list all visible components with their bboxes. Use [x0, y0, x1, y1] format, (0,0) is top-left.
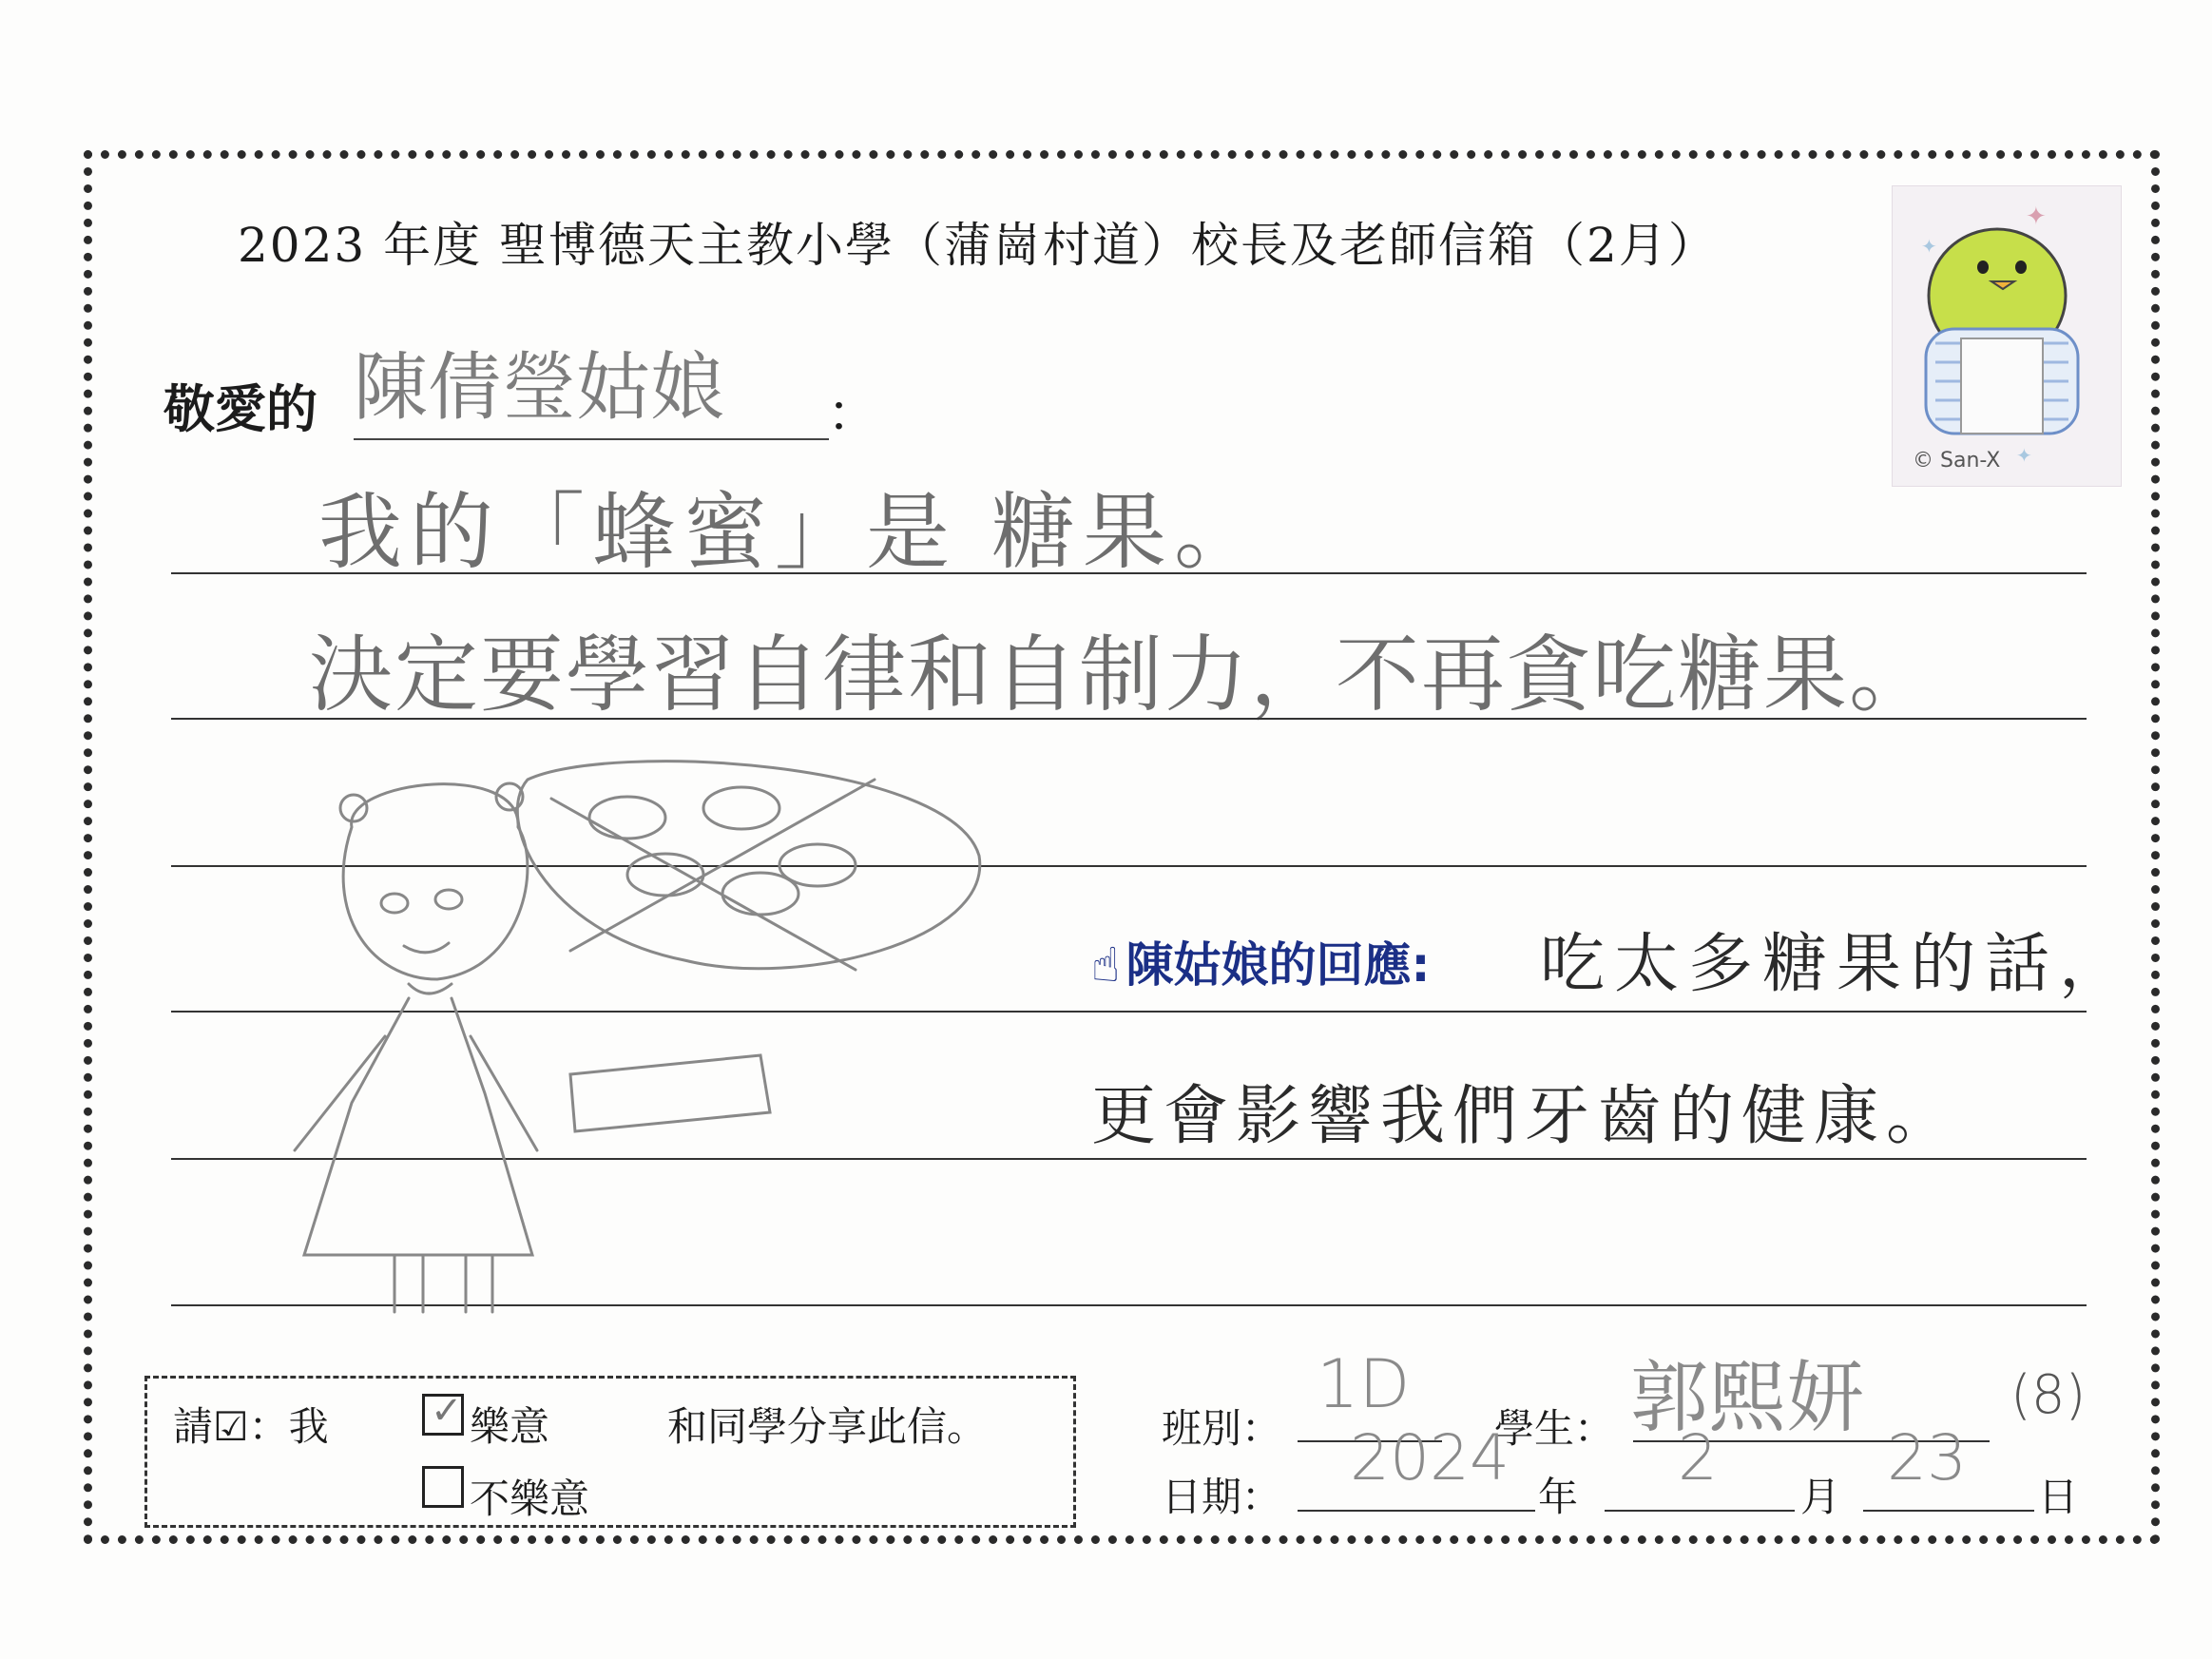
year-unit: 年: [1538, 1474, 1579, 1520]
letter-line-2: 決定要學習自律和自制力，不再貪吃糖果。: [309, 626, 1935, 723]
reply-line-2: 更會影響我們牙齒的健康。: [1091, 1079, 1959, 1154]
crossed-out-lines: [551, 780, 875, 970]
month-underline: [1605, 1510, 1795, 1512]
student-number: (8): [2010, 1364, 2087, 1426]
svg-text:✦: ✦: [1921, 235, 1937, 258]
disagree-option-label: 不樂意: [470, 1476, 590, 1522]
letter-line-1: 我的「蜂蜜」是 糖果。: [318, 483, 1265, 581]
reply-label-text: 陳姑娘的回應:: [1125, 937, 1431, 993]
penguin-icon: [1893, 186, 2121, 486]
consent-prefix: 請☑：我: [173, 1403, 329, 1450]
girl-mouth: [404, 943, 449, 953]
month-value: 2: [1678, 1421, 1718, 1495]
class-label: 班別：: [1162, 1405, 1282, 1452]
student-label: 學生：: [1494, 1405, 1615, 1452]
penguin-sticker: [1892, 185, 2122, 487]
candy-bubble: [517, 762, 979, 969]
student-name: 郭熙妍: [1630, 1353, 1865, 1443]
svg-text:✦: ✦: [2026, 203, 2047, 231]
writing-rule: [171, 572, 2087, 574]
candy-wrapper-drawing: [570, 1055, 770, 1131]
sticker-credit: © San-X: [1913, 449, 2001, 473]
girl-eye-left: [381, 894, 408, 913]
agree-option-label: 樂意: [470, 1403, 550, 1450]
month-unit: 月: [1800, 1474, 1841, 1520]
girl-dress: [304, 998, 532, 1255]
svg-text:✦: ✦: [2016, 444, 2032, 467]
writing-rule: [171, 718, 2087, 720]
day-value: 23: [1887, 1421, 1967, 1495]
salutation: 敬愛的: [163, 379, 317, 439]
date-label: 日期：: [1162, 1474, 1282, 1520]
reply-label: [1091, 927, 1430, 995]
class-value: 1D: [1317, 1345, 1411, 1423]
agree-checkbox[interactable]: [422, 1389, 464, 1436]
salutation-colon: ：: [827, 383, 878, 443]
day-underline: [1863, 1510, 2034, 1512]
reply-line-1: 吃太多糖果的話，: [1540, 927, 2134, 1002]
checkmark-icon: ✓: [431, 1389, 463, 1433]
child-drawing: [285, 723, 1017, 1350]
year-underline: [1298, 1510, 1535, 1512]
consent-suffix: 和同學分享此信。: [667, 1403, 988, 1450]
page-title: 2023 年度 聖博德天主教小學（蒲崗村道）校長及老師信箱（2月）: [238, 218, 1718, 273]
disagree-checkbox[interactable]: [422, 1466, 464, 1508]
day-unit: 日: [2038, 1474, 2079, 1520]
year-value: 2024: [1350, 1421, 1510, 1495]
pointing-hand-icon: ☝: [1091, 937, 1121, 993]
girl-eye-right: [435, 890, 462, 909]
girl-legs: [394, 1255, 492, 1312]
girl-collar: [409, 984, 452, 993]
recipient-name: 陳倩瑩姑娘: [354, 328, 829, 440]
girl-arms: [295, 1036, 537, 1150]
